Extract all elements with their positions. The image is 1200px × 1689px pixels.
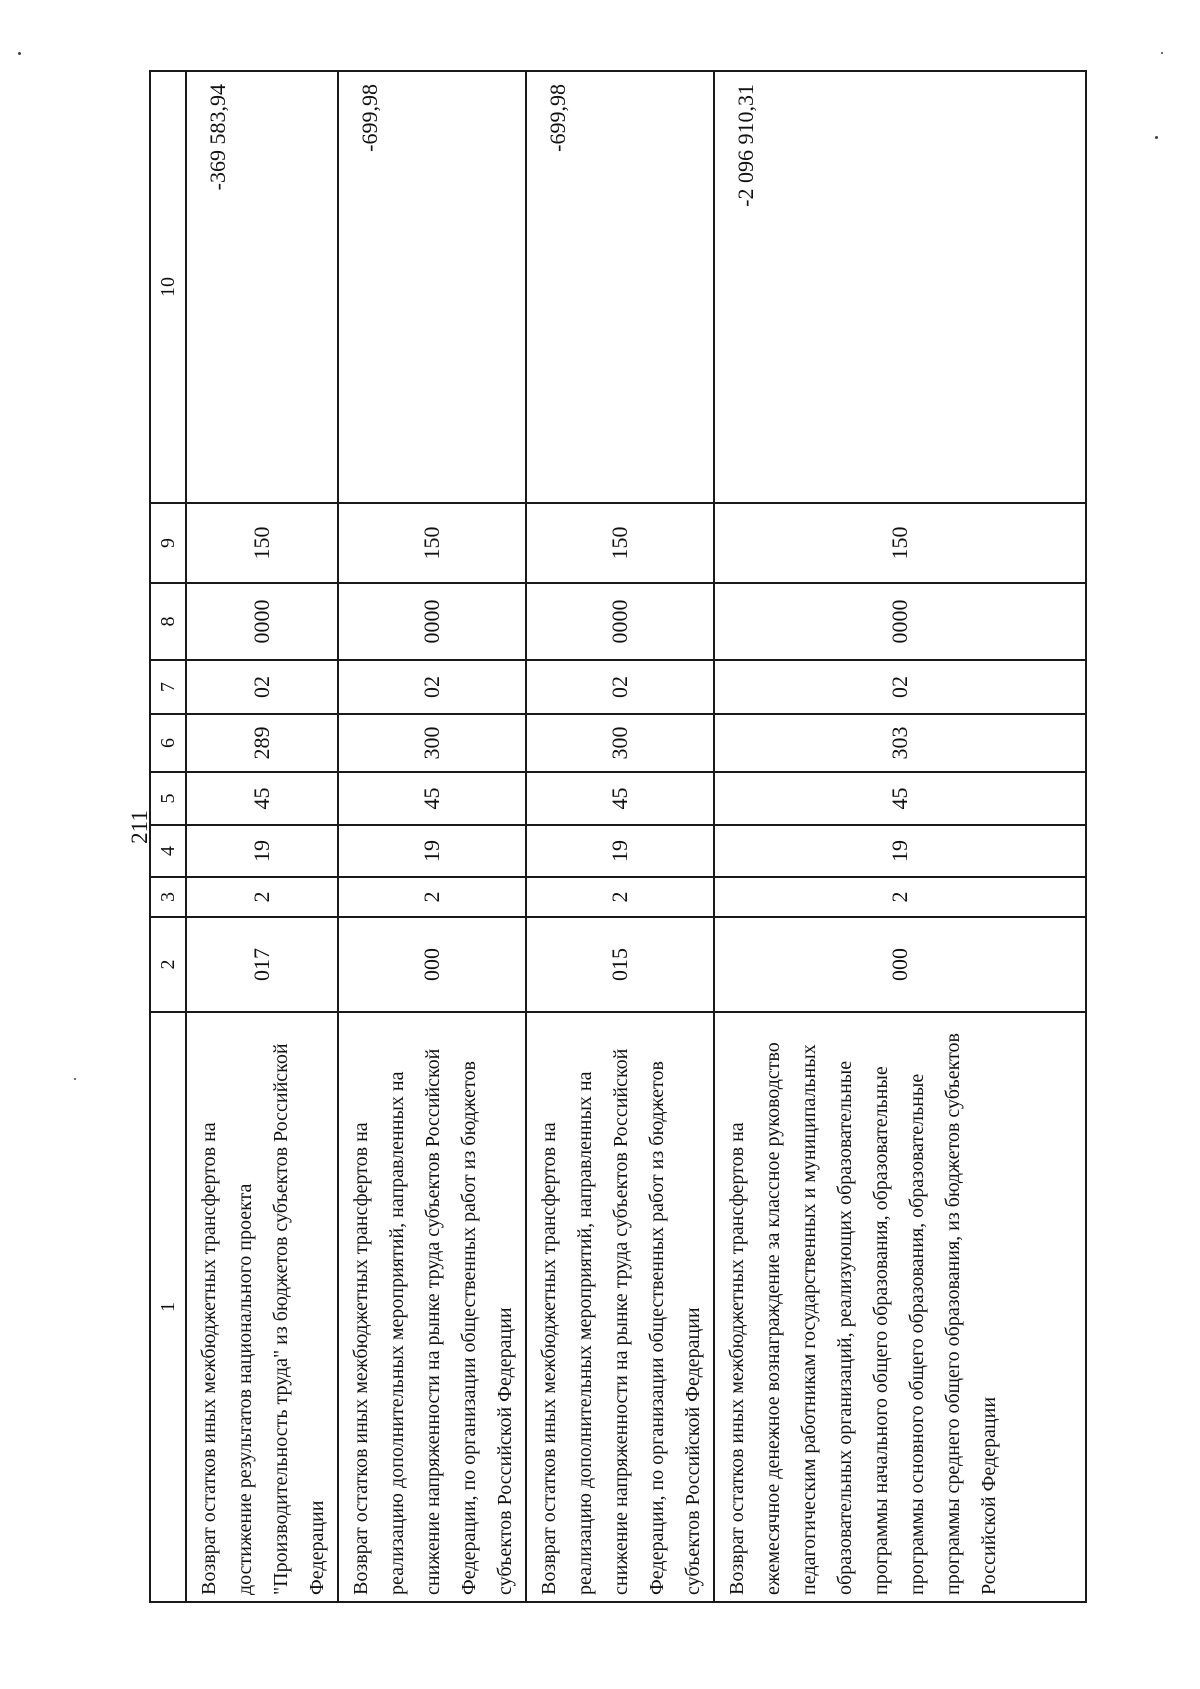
code-col-9: 150 xyxy=(338,503,526,583)
table-row xyxy=(338,71,526,1602)
code-col-3: 2 xyxy=(186,877,338,917)
header-col-5: 5 xyxy=(150,772,186,825)
code-col-4: 19 xyxy=(526,825,714,877)
row-amount: -369 583,94 xyxy=(186,71,338,503)
code-col-4: 19 xyxy=(714,825,1086,877)
header-col-3: 3 xyxy=(150,877,186,917)
code-col-7: 02 xyxy=(526,660,714,714)
code-col-6: 303 xyxy=(714,714,1086,772)
code-col-3: 2 xyxy=(714,877,1086,917)
code-col-5: 45 xyxy=(526,772,714,825)
scan-speck xyxy=(18,52,21,55)
row-amount: -699,98 xyxy=(338,71,526,503)
header-col-7: 7 xyxy=(150,660,186,714)
code-col-7: 02 xyxy=(338,660,526,714)
header-col-4: 4 xyxy=(150,825,186,877)
header-col-8: 8 xyxy=(150,583,186,660)
scan-speck xyxy=(1161,52,1163,54)
row-amount: -2 096 910,31 xyxy=(714,71,1086,503)
budget-table-container xyxy=(149,72,1083,1603)
code-col-3: 2 xyxy=(526,877,714,917)
code-col-8: 0000 xyxy=(714,583,1086,660)
code-col-2: 015 xyxy=(526,917,714,1012)
code-col-7: 02 xyxy=(186,660,338,714)
page-number: 211 xyxy=(127,810,152,844)
code-col-2: 000 xyxy=(338,917,526,1012)
row-amount: -699,98 xyxy=(526,71,714,503)
table-row xyxy=(526,71,714,1602)
row-description: Возврат остатков иных межбюджетных трансфертов на реализацию дополнительных мероприятий, направленных на снижение напряженности на рынке труда субъектов Российской Федерации, по организации общественных работ из бюджетов субъектов Российской Федерации xyxy=(338,1012,526,1602)
code-col-4: 19 xyxy=(186,825,338,877)
table-row xyxy=(186,71,338,1602)
row-description: Возврат остатков иных межбюджетных трансфертов на ежемесячное денежное вознаграждение за классное руководство педагогическим работникам государственных и муниципальных образовательных организаций, реализующих образовательные программы начального общего образования, образовательные программы основного общего образования, образовательные программы среднего общего образования, из бюджетов субъектов Российской Федерации xyxy=(714,1012,1086,1602)
code-col-8: 0000 xyxy=(338,583,526,660)
code-col-5: 45 xyxy=(714,772,1086,825)
code-col-8: 0000 xyxy=(526,583,714,660)
code-col-9: 150 xyxy=(186,503,338,583)
code-col-5: 45 xyxy=(186,772,338,825)
header-row xyxy=(150,71,186,1602)
code-col-5: 45 xyxy=(338,772,526,825)
code-col-6: 289 xyxy=(186,714,338,772)
code-col-8: 0000 xyxy=(186,583,338,660)
code-col-9: 150 xyxy=(714,503,1086,583)
scan-speck xyxy=(1155,136,1158,139)
code-col-2: 017 xyxy=(186,917,338,1012)
code-col-7: 02 xyxy=(714,660,1086,714)
header-col-1: 1 xyxy=(150,1012,186,1602)
header-col-10: 10 xyxy=(150,71,186,503)
scan-speck xyxy=(74,1078,76,1080)
code-col-9: 150 xyxy=(526,503,714,583)
budget-table xyxy=(149,70,1087,1603)
code-col-3: 2 xyxy=(338,877,526,917)
code-col-2: 000 xyxy=(714,917,1086,1012)
row-description: Возврат остатков иных межбюджетных трансфертов на достижение результатов национального проекта "Производительность труда" из бюджетов субъектов Российской Федерации xyxy=(186,1012,338,1602)
code-col-6: 300 xyxy=(526,714,714,772)
code-col-4: 19 xyxy=(338,825,526,877)
header-col-6: 6 xyxy=(150,714,186,772)
row-description: Возврат остатков иных межбюджетных трансфертов на реализацию дополнительных мероприятий, направленных на снижение напряженности на рынке труда субъектов Российской Федерации, по организации общественных работ из бюджетов субъектов Российской Федерации xyxy=(526,1012,714,1602)
header-col-2: 2 xyxy=(150,917,186,1012)
header-col-9: 9 xyxy=(150,503,186,583)
table-row xyxy=(714,71,1086,1602)
code-col-6: 300 xyxy=(338,714,526,772)
